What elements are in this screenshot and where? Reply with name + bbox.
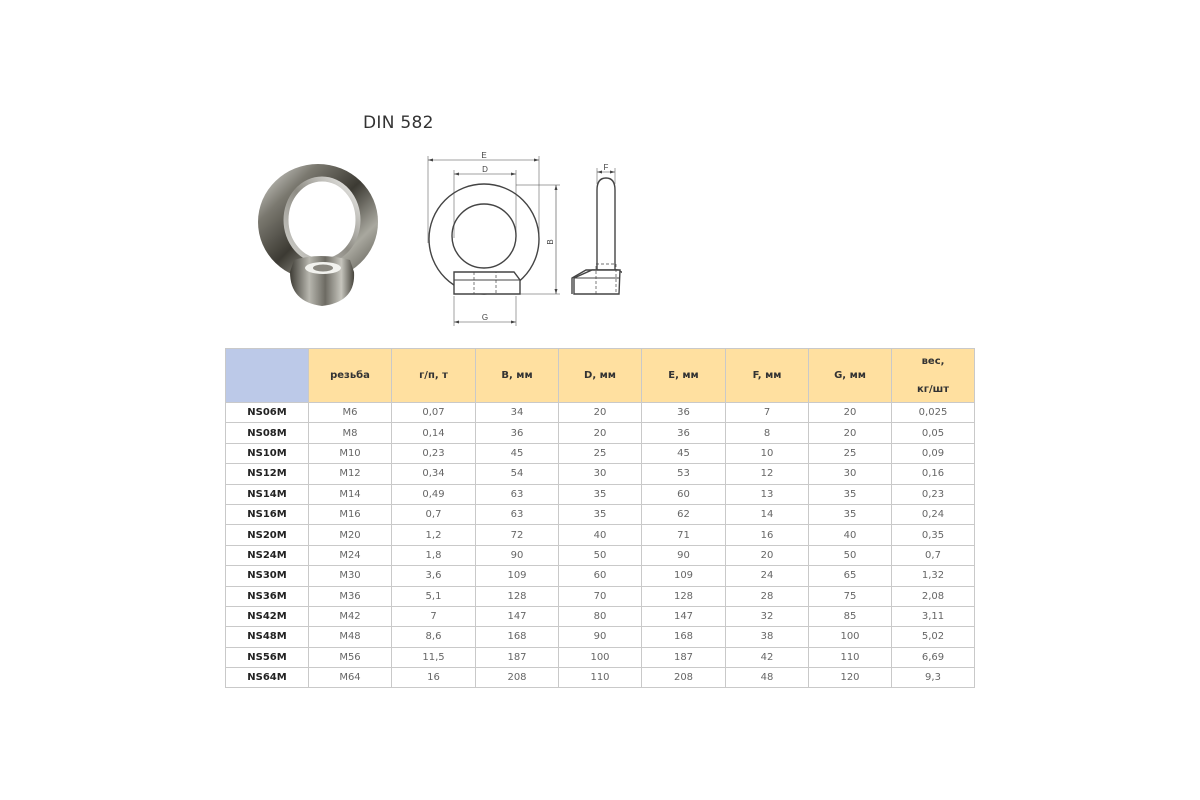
table-cell: 168 [642, 627, 726, 647]
table-row [226, 627, 975, 647]
table-row [226, 484, 975, 504]
table-cell: 16 [392, 668, 476, 688]
table-cell: 20 [809, 423, 892, 443]
table-cell: 36 [642, 403, 726, 423]
header-corner [226, 349, 309, 403]
table-cell: 147 [642, 606, 726, 626]
table-cell: 8,6 [392, 627, 476, 647]
table-cell: 70 [559, 586, 642, 606]
table-cell: M14 [309, 484, 392, 504]
table-cell: 0,05 [892, 423, 975, 443]
table-cell: 90 [642, 545, 726, 565]
column-header-weight [892, 349, 975, 403]
table-cell: 75 [809, 586, 892, 606]
table-cell: 0,24 [892, 504, 975, 524]
table-cell: 5,02 [892, 627, 975, 647]
table-cell: 35 [809, 484, 892, 504]
model-cell: NS30M [226, 566, 309, 586]
table-cell: 128 [476, 586, 559, 606]
table-cell: 168 [476, 627, 559, 647]
table-cell: 60 [642, 484, 726, 504]
table-cell: 40 [559, 525, 642, 545]
table-cell: M6 [309, 403, 392, 423]
table-row [226, 606, 975, 626]
table-row [226, 566, 975, 586]
page-title: DIN 582 [363, 113, 434, 133]
column-header: B, мм [476, 349, 559, 403]
table-cell: 45 [476, 443, 559, 463]
table-cell: 71 [642, 525, 726, 545]
model-cell: NS14M [226, 484, 309, 504]
table-cell: 34 [476, 403, 559, 423]
table-cell: M42 [309, 606, 392, 626]
table-row [226, 647, 975, 667]
model-cell: NS24M [226, 545, 309, 565]
table-cell: 38 [726, 627, 809, 647]
side-view-drawing [570, 160, 622, 302]
table-cell: M8 [309, 423, 392, 443]
table-cell: M56 [309, 647, 392, 667]
table-cell: 187 [642, 647, 726, 667]
model-cell: NS12M [226, 464, 309, 484]
table-cell: 0,025 [892, 403, 975, 423]
label-f: F [603, 163, 609, 172]
table-cell: 7 [726, 403, 809, 423]
label-b: B [546, 239, 555, 245]
table-cell: M36 [309, 586, 392, 606]
table-cell: 48 [726, 668, 809, 688]
table-cell: 0,49 [392, 484, 476, 504]
table-cell: 16 [726, 525, 809, 545]
label-g: G [481, 313, 489, 322]
table-cell: 63 [476, 484, 559, 504]
table-cell: 54 [476, 464, 559, 484]
table-cell: 12 [726, 464, 809, 484]
table-cell: 85 [809, 606, 892, 626]
table-row [226, 504, 975, 524]
table-cell: M64 [309, 668, 392, 688]
table-cell: 36 [642, 423, 726, 443]
table-cell: 53 [642, 464, 726, 484]
table-cell: 30 [559, 464, 642, 484]
table-cell: 120 [809, 668, 892, 688]
table-row [226, 586, 975, 606]
table-cell: 110 [809, 647, 892, 667]
table-cell: 65 [809, 566, 892, 586]
column-header: D, мм [559, 349, 642, 403]
table-cell: 36 [476, 423, 559, 443]
table-cell: 0,34 [392, 464, 476, 484]
model-cell: NS64M [226, 668, 309, 688]
table-cell: 35 [559, 504, 642, 524]
weight-header-line: вес, [921, 355, 945, 367]
eye-nut-photo [250, 160, 386, 310]
table-cell: 14 [726, 504, 809, 524]
table-cell: 1,32 [892, 566, 975, 586]
table-cell: 109 [642, 566, 726, 586]
table-cell: 20 [559, 403, 642, 423]
model-cell: NS36M [226, 586, 309, 606]
table-cell: 0,35 [892, 525, 975, 545]
weight-header-line: кг/шт [916, 383, 950, 395]
table-cell: 90 [476, 545, 559, 565]
table-cell: 20 [726, 545, 809, 565]
table-row [226, 443, 975, 463]
model-cell: NS20M [226, 525, 309, 545]
table-cell: 60 [559, 566, 642, 586]
table-cell: M24 [309, 545, 392, 565]
table-cell: 147 [476, 606, 559, 626]
table-cell: 20 [809, 403, 892, 423]
spec-table [225, 348, 975, 688]
table-cell: 0,07 [392, 403, 476, 423]
table-cell: 63 [476, 504, 559, 524]
table-cell: M12 [309, 464, 392, 484]
table-cell: 35 [559, 484, 642, 504]
model-cell: NS10M [226, 443, 309, 463]
table-cell: 45 [642, 443, 726, 463]
table-row [226, 403, 975, 423]
table-cell: 0,09 [892, 443, 975, 463]
table-row [226, 464, 975, 484]
table-cell: 80 [559, 606, 642, 626]
table-cell: M48 [309, 627, 392, 647]
table-cell: 187 [476, 647, 559, 667]
table-cell: 13 [726, 484, 809, 504]
table-cell: 20 [559, 423, 642, 443]
table-row [226, 423, 975, 443]
table-cell: 62 [642, 504, 726, 524]
front-view-drawing [418, 148, 568, 328]
model-cell: NS48M [226, 627, 309, 647]
table-cell: 2,08 [892, 586, 975, 606]
table-cell: 42 [726, 647, 809, 667]
model-cell: NS42M [226, 606, 309, 626]
table-cell: M10 [309, 443, 392, 463]
column-header: резьба [309, 349, 392, 403]
table-cell: 128 [642, 586, 726, 606]
table-cell: 50 [559, 545, 642, 565]
table-cell: 90 [559, 627, 642, 647]
model-cell: NS16M [226, 504, 309, 524]
table-row [226, 525, 975, 545]
table-cell: 0,23 [392, 443, 476, 463]
table-cell: M20 [309, 525, 392, 545]
table-row [226, 545, 975, 565]
table-cell: M16 [309, 504, 392, 524]
table-cell: 109 [476, 566, 559, 586]
table-cell: 110 [559, 668, 642, 688]
table-cell: 208 [642, 668, 726, 688]
table-header-row [226, 349, 975, 403]
table-cell: 7 [392, 606, 476, 626]
label-d: D [482, 165, 488, 174]
model-cell: NS56M [226, 647, 309, 667]
table-cell: 30 [809, 464, 892, 484]
table-cell: 8 [726, 423, 809, 443]
table-cell: 9,3 [892, 668, 975, 688]
table-cell: 0,7 [892, 545, 975, 565]
table-row [226, 668, 975, 688]
table-cell: 5,1 [392, 586, 476, 606]
table-cell: M30 [309, 566, 392, 586]
table-body [226, 403, 975, 688]
table-cell: 10 [726, 443, 809, 463]
table-cell: 24 [726, 566, 809, 586]
table-cell: 28 [726, 586, 809, 606]
table-cell: 100 [809, 627, 892, 647]
table-cell: 208 [476, 668, 559, 688]
table-cell: 25 [559, 443, 642, 463]
column-header: г/п, т [392, 349, 476, 403]
table-cell: 3,11 [892, 606, 975, 626]
column-header: G, мм [809, 349, 892, 403]
table-cell: 25 [809, 443, 892, 463]
table-cell: 1,8 [392, 545, 476, 565]
table-cell: 72 [476, 525, 559, 545]
column-header: F, мм [726, 349, 809, 403]
table-cell: 100 [559, 647, 642, 667]
table-cell: 6,69 [892, 647, 975, 667]
column-header: E, мм [642, 349, 726, 403]
table-cell: 32 [726, 606, 809, 626]
table-cell: 50 [809, 545, 892, 565]
table-cell: 0,7 [392, 504, 476, 524]
model-cell: NS08M [226, 423, 309, 443]
label-e: E [481, 151, 487, 160]
table-cell: 1,2 [392, 525, 476, 545]
table-cell: 11,5 [392, 647, 476, 667]
table-cell: 0,14 [392, 423, 476, 443]
table-cell: 35 [809, 504, 892, 524]
table-cell: 0,16 [892, 464, 975, 484]
model-cell: NS06M [226, 403, 309, 423]
table-cell: 3,6 [392, 566, 476, 586]
table-cell: 0,23 [892, 484, 975, 504]
table-cell: 40 [809, 525, 892, 545]
